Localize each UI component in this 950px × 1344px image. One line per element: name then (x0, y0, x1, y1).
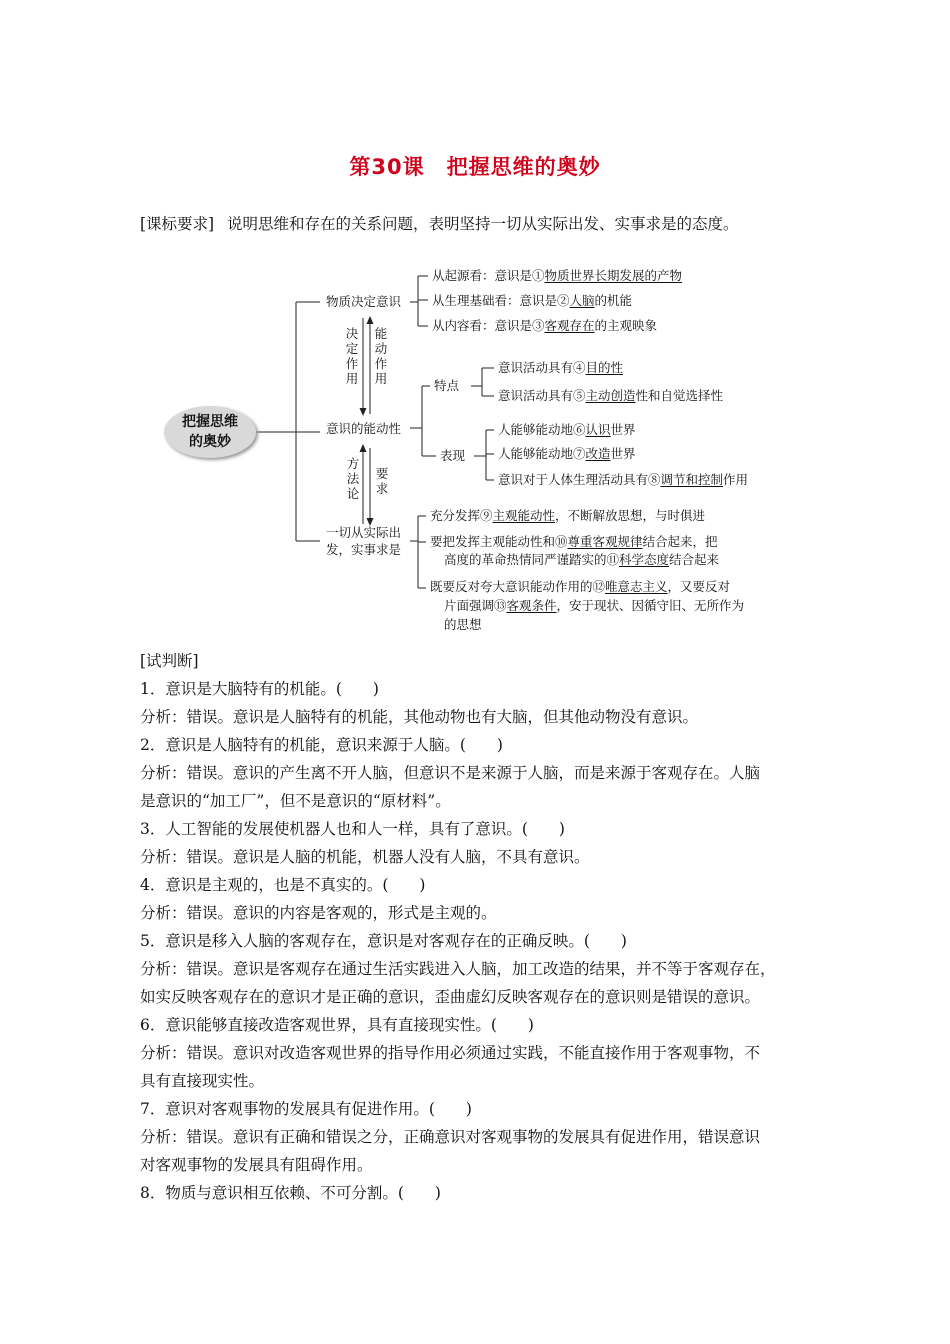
b2-trait-label: 特点 (434, 378, 460, 393)
judgment-line: 是意识的“加工厂”，但不是意识的“原材料”。 (140, 792, 451, 810)
arrow-label-requirement: 要求 (375, 466, 389, 496)
judgment-line: 具有直接现实性。 (140, 1072, 265, 1090)
judgment-section (140, 647, 820, 1207)
judgment-line: 5．意识是移入人脑的客观存在，意识是对客观存在的正确反映。( ) (140, 932, 627, 950)
judgment-line: 分析：错误。意识对改造客观世界的指导作用必须通过实践，不能直接作用于客观事物，不 (140, 1044, 761, 1062)
b3-item-3c: 的思想 (444, 617, 482, 632)
b1-item-origin: 从起源看：意识是①物质世界长期发展的产物 (432, 268, 683, 283)
branch-matter-decides: 物质决定意识 (326, 294, 402, 309)
mindmap-root (164, 406, 256, 458)
arrow-label-methodology: 方法论 (346, 456, 360, 501)
requirement-text: 说明思维和存在的关系问题，表明坚持一切从实际出发、实事求是的态度。 (227, 215, 739, 233)
b2-trait-2: 意识活动具有⑤主动创造性和自觉选择性 (498, 388, 724, 403)
judgment-line: 分析：错误。意识是客观存在通过生活实践进入人脑，加工改造的结果，并不等于客观存在， (140, 960, 776, 978)
branch-consciousness-agency: 意识的能动性 (326, 421, 402, 436)
judgment-line: 对客观事物的发展具有阻碍作用。 (140, 1156, 373, 1174)
judgment-line: 1．意识是大脑特有的机能。( ) (140, 680, 379, 698)
judgment-line: 3．人工智能的发展使机器人也和人一样，具有了意识。( ) (140, 820, 565, 838)
judgment-line: 7．意识对客观事物的发展具有促进作用。( ) (140, 1100, 472, 1118)
b1-item-content: 从内容看：意识是③客观存在的主观映象 (432, 318, 658, 333)
b1-item-physiology: 从生理基础看：意识是②人脑的机能 (432, 293, 633, 308)
page-title: 第30课 把握思维的奥妙 (349, 155, 601, 179)
judgment-line: 8．物质与意识相互依赖、不可分割。( ) (140, 1184, 441, 1202)
judgment-line: 6．意识能够直接改造客观世界，具有直接现实性。( ) (140, 1016, 534, 1034)
judgment-line: 分析：错误。意识是人脑特有的机能，其他动物也有大脑，但其他动物没有意识。 (140, 708, 699, 726)
judgment-line: 分析：错误。意识的内容是客观的，形式是主观的。 (140, 904, 497, 922)
b3-item-1: 充分发挥⑨主观能动性，不断解放思想，与时俱进 (430, 508, 706, 523)
root-line-1: 把握思维 (182, 414, 238, 430)
branch-seek-truth-line-1: 一切从实际出 (326, 525, 402, 540)
judgment-line: 2．意识是人脑特有的机能，意识来源于人脑。( ) (140, 736, 503, 754)
b2-show-2: 人能够能动地⑦改造世界 (498, 446, 636, 461)
judgment-list (140, 675, 820, 1207)
judgment-line: 如实反映客观存在的意识才是正确的意识，歪曲虚幻反映客观存在的意识则是错误的意识。 (140, 988, 761, 1006)
judgment-line: 分析：错误。意识是人脑的机能，机器人没有人脑，不具有意识。 (140, 848, 590, 866)
branch-seek-truth-line-2: 发，实事求是 (326, 542, 402, 557)
arrow-label-decisive: 决定作用 (345, 326, 359, 386)
arrow-label-active: 能动作用 (374, 326, 388, 386)
b3-item-2b: 高度的革命热情同严谨踏实的⑪科学态度结合起来 (444, 552, 720, 567)
root-line-2: 的奥妙 (189, 434, 231, 450)
concept-map (160, 258, 810, 638)
b2-show-3: 意识对于人体生理活动具有⑧调节和控制作用 (498, 472, 749, 487)
judgment-line: 4．意识是主观的，也是不真实的。( ) (140, 876, 426, 894)
b3-item-3a: 既要反对夸大意识能动作用的⑫唯意志主义，又要反对 (430, 579, 731, 594)
curriculum-requirement (140, 212, 739, 234)
b3-item-3b: 片面强调⑬客观条件，安于现状、因循守旧、无所作为 (444, 598, 745, 613)
section-heading: [试判断] (140, 652, 199, 670)
requirement-tag: [课标要求] (140, 215, 215, 233)
judgment-line: 分析：错误。意识的产生离不开人脑，但意识不是来源于人脑，而是来源于客观存在。人脑 (140, 764, 761, 782)
b2-trait-1: 意识活动具有④目的性 (498, 360, 624, 375)
judgment-line: 分析：错误。意识有正确和错误之分，正确意识对客观事物的发展具有促进作用，错误意识 (140, 1128, 761, 1146)
b3-item-2a: 要把发挥主观能动性和⑩尊重客观规律结合起来，把 (430, 534, 718, 549)
b2-show-1: 人能够能动地⑥认识世界 (498, 422, 636, 437)
b2-show-label: 表现 (440, 448, 466, 463)
